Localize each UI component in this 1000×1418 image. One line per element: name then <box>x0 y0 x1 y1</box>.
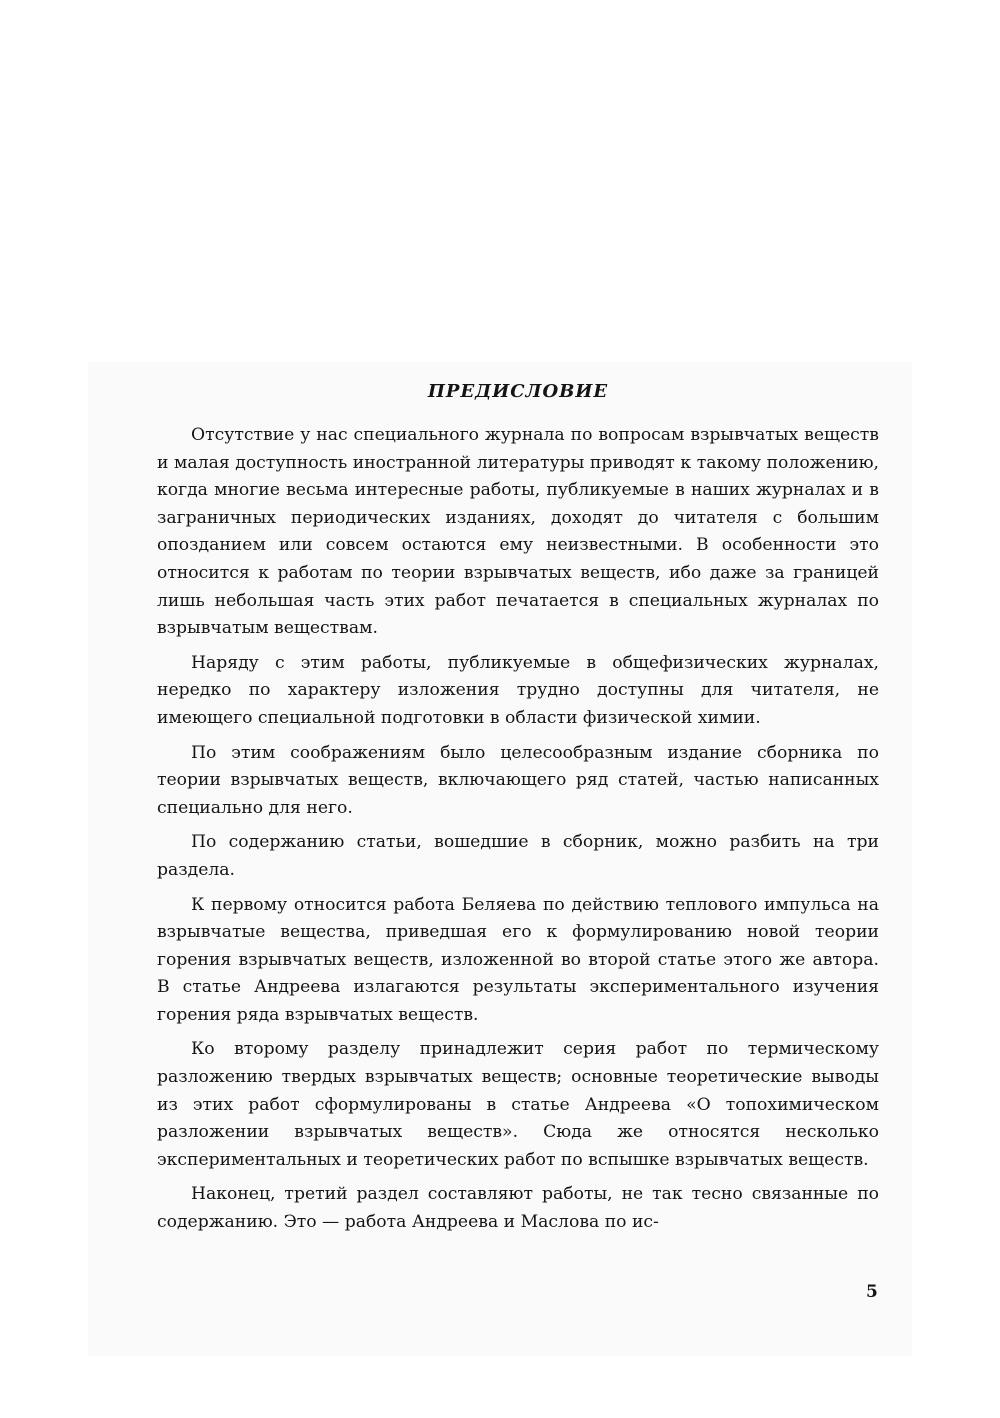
paragraph-1: Отсутствие у нас специального журнала по вопросам взрывчатых веществ и малая доступность иностранной литературы приводят к такому положению, когда многие весьма интересные работы, публикуемые в наших журналах и в заграничных периодических изданиях, доходят до читателя с большим опозданием или совсем остаются ему неизвестными. В особенности это относится к работам по теории взрывчатых веществ, ибо даже за границей лишь небольшая часть этих работ печатается в специальных журналах по взрывчатым веществам. <box>157 425 879 639</box>
page-number: 5 <box>866 1282 878 1302</box>
text-block <box>157 378 879 1244</box>
page-title: ПРЕДИСЛОВИЕ <box>427 381 609 402</box>
paragraph-3: По этим соображениям было целесообразным издание сборника по теории взрывчатых веществ, включающего ряд статей, частью написанных специально для него. <box>157 742 879 818</box>
paragraph-4: По содержанию статьи, вошедшие в сборник, можно разбить на три раздела. <box>157 832 879 880</box>
paragraph-7: Наконец, третий раздел составляют работы, не так тесно связанные по содержанию. Это — работа Андреева и Маслова по ис- <box>157 1184 879 1233</box>
paragraph-5: К первому относится работа Беляева по действию теплового импульса на взрывчатые вещества, приведшая его к формулированию новой теории горения взрывчатых веществ, изложенной во второй статье этого же автора. В статье Андреева излагаются результаты экспериментального изучения горения ряда взрывчатых веществ. <box>157 894 879 1025</box>
paragraph-6: Ко второму разделу принадлежит серия работ по термическому разложению твердых взрывчатых веществ; основные теоретические выводы из этих работ сформулированы в статье Андреева «О топохимическом разложении взрывчатых веществ». Сюда же относятся несколько экспериментальных и теоретических работ по вспышке взрывчатых веществ. <box>157 1039 879 1170</box>
paragraph-2: Наряду с этим работы, публикуемые в общефизических журналах, нередко по характеру изложения трудно доступны для читателя, не имеющего специальной подготовки в области физической химии. <box>157 652 879 728</box>
